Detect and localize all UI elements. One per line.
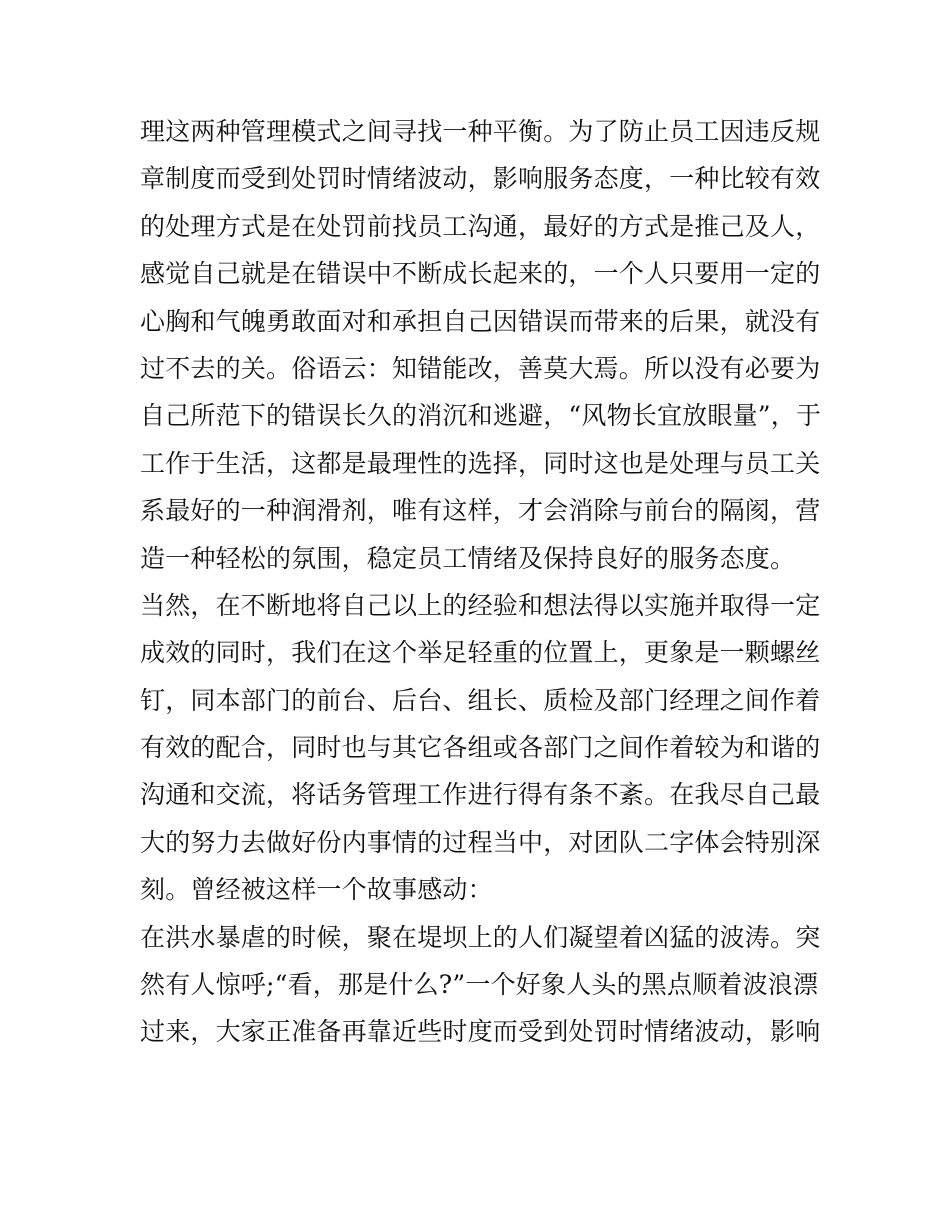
text-line: 刻。曾经被这样一个故事感动： — [140, 875, 493, 905]
text-line: 大的努力去做好份内事情的过程当中，对团队二字体会特别深 — [140, 827, 821, 857]
text-line: 感觉自己就是在错误中不断成长起来的，一个人只要用一定的 — [140, 259, 821, 289]
text-line: 系最好的一种润滑剂，唯有这样，才会消除与前台的隔阂，营 — [140, 496, 821, 526]
text-line: 章制度而受到处罚时情绪波动，影响服务态度，一种比较有效 — [140, 164, 821, 194]
text-line: 造一种轻松的氛围，稳定员工情绪及保持良好的服务态度。 — [140, 543, 796, 573]
text-line: 当然，在不断地将自己以上的经验和想法得以实施并取得一定 — [140, 590, 821, 620]
text-line: 过来，大家正准备再靠近些时度而受到处罚时情绪波动，影响 — [140, 1017, 821, 1047]
text-line: 工作于生活，这都是最理性的选择，同时这也是处理与员工关 — [140, 448, 821, 478]
text-line: 自己所范下的错误长久的消沉和逃避，“风物长宜放眼量”，于 — [140, 401, 822, 431]
text-line: 的处理方式是在处罚前找员工沟通，最好的方式是推己及人， — [140, 211, 821, 241]
text-line: 过不去的关。俗语云：知错能改，善莫大焉。所以没有必要为 — [140, 353, 821, 383]
text-line: 理这两种管理模式之间寻找一种平衡。为了防止员工因违反规 — [140, 117, 821, 146]
text-line: 沟通和交流，将话务管理工作进行得有条不紊。在我尽自己最 — [140, 780, 821, 810]
body-text — [140, 108, 820, 1056]
text-line: 钉，同本部门的前台、后台、组长、质检及部门经理之间作着 — [140, 685, 821, 715]
text-line: 有效的配合，同时也与其它各组或各部门之间作着较为和谐的 — [140, 733, 821, 763]
text-line: 心胸和气魄勇敢面对和承担自己因错误而带来的后果，就没有 — [140, 306, 821, 336]
text-line: 在洪水暴虐的时候，聚在堤坝上的人们凝望着凶猛的波涛。突 — [140, 922, 821, 952]
text-line: 成效的同时，我们在这个举足轻重的位置上，更象是一颗螺丝 — [140, 638, 821, 668]
text-line: 然有人惊呼;“看，那是什么?”一个好象人头的黑点顺着波浪漂 — [140, 970, 819, 1000]
